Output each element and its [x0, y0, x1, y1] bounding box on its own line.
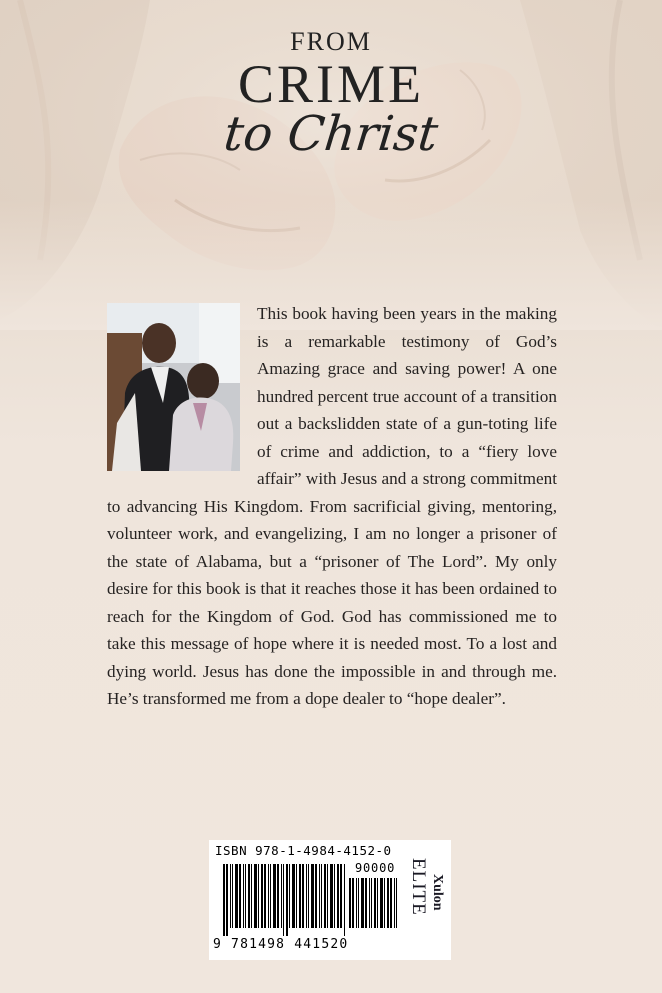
barcode-bar [277, 864, 279, 928]
barcode-bar [232, 864, 233, 928]
barcode-bar [319, 864, 320, 928]
photo-spacer [107, 300, 257, 478]
ean-barcode-bars [223, 864, 348, 936]
isbn-label: ISBN 978-1-4984-4152-0 [215, 843, 392, 858]
barcode-bar [394, 878, 395, 928]
barcode-bar [384, 878, 385, 928]
barcode-bar [254, 864, 257, 928]
barcode-bar [308, 864, 309, 928]
barcode-bar [324, 864, 326, 928]
barcode-bar [374, 878, 376, 928]
isbn-barcode [209, 840, 451, 960]
barcode-bar [264, 864, 266, 928]
barcode-bar [396, 878, 397, 928]
barcode-bar [352, 878, 354, 928]
barcode-bar [289, 864, 290, 928]
book-description [107, 300, 557, 713]
barcode-bar [315, 864, 317, 928]
description-text: This book having been years in the making is a remarkable testimony of God’s Amazing grace and saving power! A one hundred percent true account of a transition out a backslidden state of a gun-toting life of crime and addiction, to a “fiery love affair” with Jesus and a strong commitment to advancing His Kingdom. From sacrificial giving, mentoring, volunteer work, and evangelizing, I am no longer a prisoner of the state of Alabama, but a “prisoner of The Lord”. My only desire for this book is that it reaches those it has been ordained to reach for the Kingdom of God. God has commissioned me to take this message of hope where it is needed most. To a lost and dying world. Jesus has done the impossible in and through me. He’s transformed me from a dope dealer to “hope dealer”. [107, 304, 557, 708]
barcode-bar [235, 864, 238, 928]
barcode-bar [377, 878, 378, 928]
barcode-bar [371, 878, 372, 928]
barcode-bar [245, 864, 246, 928]
barcode-bar [369, 878, 370, 928]
barcode-bar [226, 864, 228, 936]
barcode-bar [261, 864, 263, 928]
barcode-bar [321, 864, 322, 928]
price-code: 90000 [355, 861, 396, 875]
barcode-bar [306, 864, 307, 928]
barcode-bar [268, 864, 269, 928]
barcode-bar [243, 864, 244, 928]
barcode-bar [334, 864, 335, 928]
barcode-bar [292, 864, 295, 928]
barcode-bar [361, 878, 364, 928]
title-line-crime: CRIME [237, 54, 425, 114]
barcode-bar [365, 878, 367, 928]
barcode-bar [327, 864, 328, 928]
barcode-bar [286, 864, 288, 936]
barcode-bar [296, 864, 297, 928]
publisher-logo-xulon: Xulon [430, 874, 445, 911]
barcode-bar [358, 878, 359, 928]
barcode-bar [337, 864, 339, 928]
barcode-bar [387, 878, 389, 928]
barcode-bar [230, 864, 231, 928]
title-line-from: FROM [290, 27, 372, 56]
barcode-bar [251, 864, 252, 928]
barcode-bar [248, 864, 250, 928]
price-addon-bars [349, 878, 401, 936]
barcode-bar [273, 864, 276, 928]
barcode-bar [223, 864, 225, 936]
publisher-logo-text [407, 858, 447, 940]
barcode-bar [270, 864, 271, 928]
barcode-bar [390, 878, 392, 928]
barcode-bar [239, 864, 241, 928]
barcode-bar [356, 878, 357, 928]
barcode-bar [344, 864, 345, 936]
book-title [0, 28, 662, 162]
barcode-bar [380, 878, 383, 928]
publisher-logo-elite: ELITE [408, 858, 429, 916]
barcode-bar [311, 864, 314, 928]
title-line-christ: to Christ [221, 106, 441, 162]
barcode-bar [302, 864, 304, 928]
barcode-bar [281, 864, 282, 928]
barcode-bar [330, 864, 333, 928]
barcode-bar [299, 864, 301, 928]
barcode-bar [349, 878, 351, 928]
publisher-logo [407, 858, 447, 940]
barcode-bar [340, 864, 342, 928]
barcode-bar [283, 864, 284, 936]
barcode-digits: 9 781498 441520 [213, 937, 349, 952]
barcode-bar [258, 864, 259, 928]
